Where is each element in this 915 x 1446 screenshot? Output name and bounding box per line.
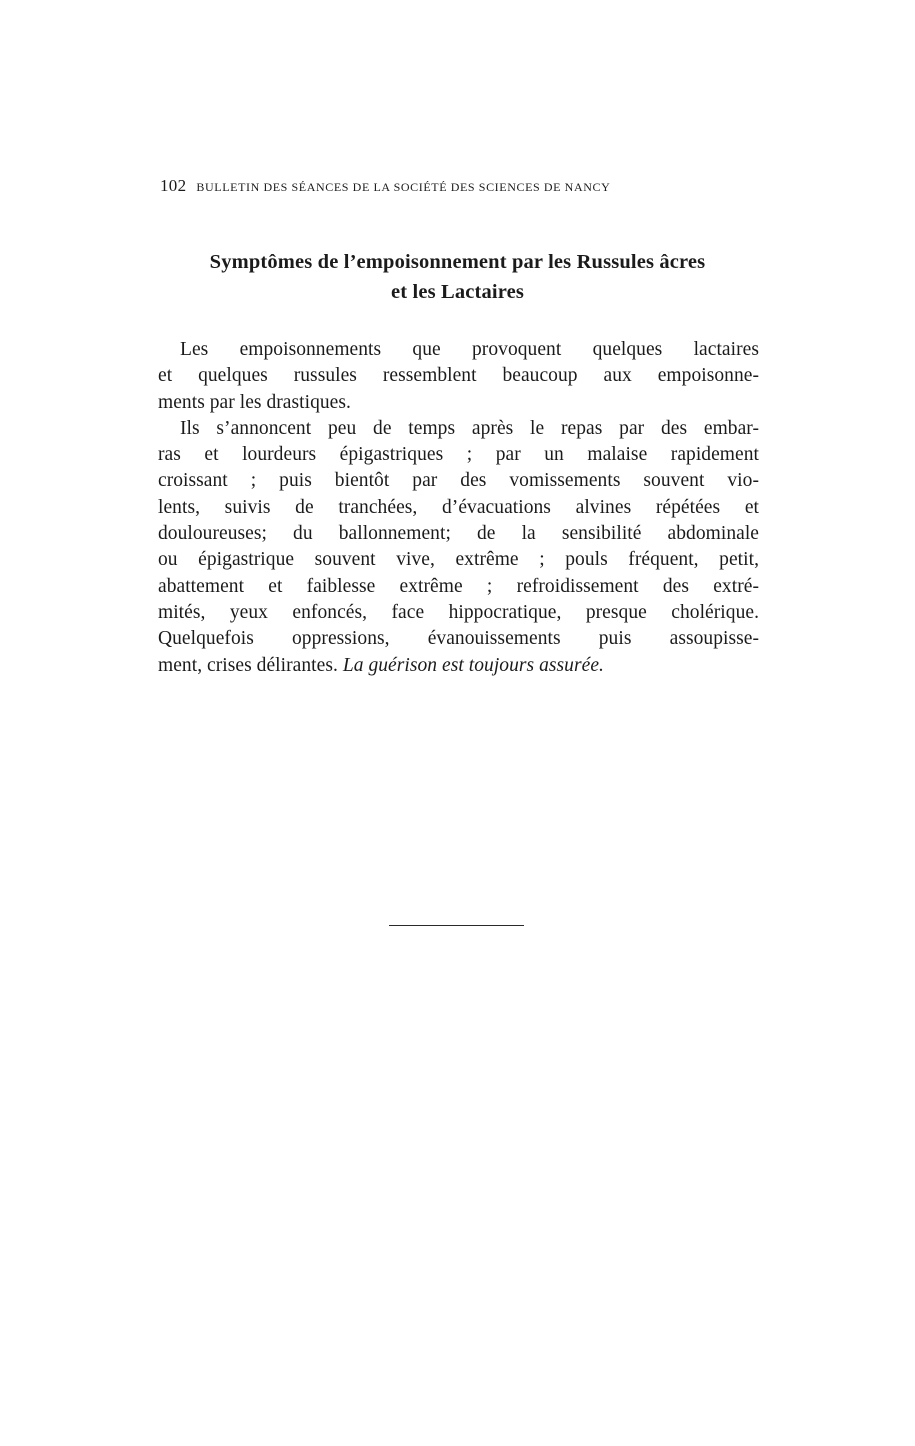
journal-title: BULLETIN DES SÉANCES DE LA SOCIÉTÉ DES SCIENCES DE NANCY — [196, 180, 611, 194]
page-number: 102 — [160, 176, 187, 195]
text-line — [158, 653, 759, 679]
text-line-plain: ment, crises délirantes. — [158, 654, 343, 676]
section-title-line-1: Symptômes de l’empoisonnement par les Russules âcres — [209, 251, 706, 273]
text-line: lents, suivis de tranchées, d’évacuations alvines répétées et — [158, 496, 759, 518]
text-line: et quelques russules ressemblent beaucoup aux empoisonne- — [158, 365, 759, 387]
text-line: Les empoisonnements que provoquent quelques lactaires — [180, 339, 759, 360]
italic-conclusion: La guérison est toujours assurée. — [342, 654, 604, 676]
section-end-rule — [389, 925, 524, 926]
text-line: croissant ; puis bientôt par des vomissements souvent vio- — [158, 470, 759, 492]
text-line: mités, yeux enfoncés, face hippocratique, presque cholérique. — [158, 601, 759, 623]
text-line: ments par les drastiques. — [158, 391, 351, 413]
text-line: abattement et faiblesse extrême ; refroidissement des extré- — [158, 575, 759, 597]
text-line: ou épigastrique souvent vive, extrême ; pouls fréquent, petit, — [158, 549, 759, 571]
body-text — [158, 337, 759, 679]
paragraph-1 — [158, 337, 759, 416]
running-head — [160, 176, 760, 200]
text-line: douloureuses; du ballonnement; de la sensibilité abdominale — [158, 523, 759, 545]
section-title-line-2: et les Lactaires — [391, 281, 524, 303]
text-line: ras et lourdeurs épigastriques ; par un malaise rapidement — [158, 444, 759, 466]
text-line: Ils s’annoncent peu de temps après le repas par des embar- — [180, 417, 759, 439]
text-line: Quelquefois oppressions, évanouissements puis assoupisse- — [158, 628, 759, 650]
paragraph-2 — [158, 416, 759, 679]
section-title — [150, 247, 765, 307]
